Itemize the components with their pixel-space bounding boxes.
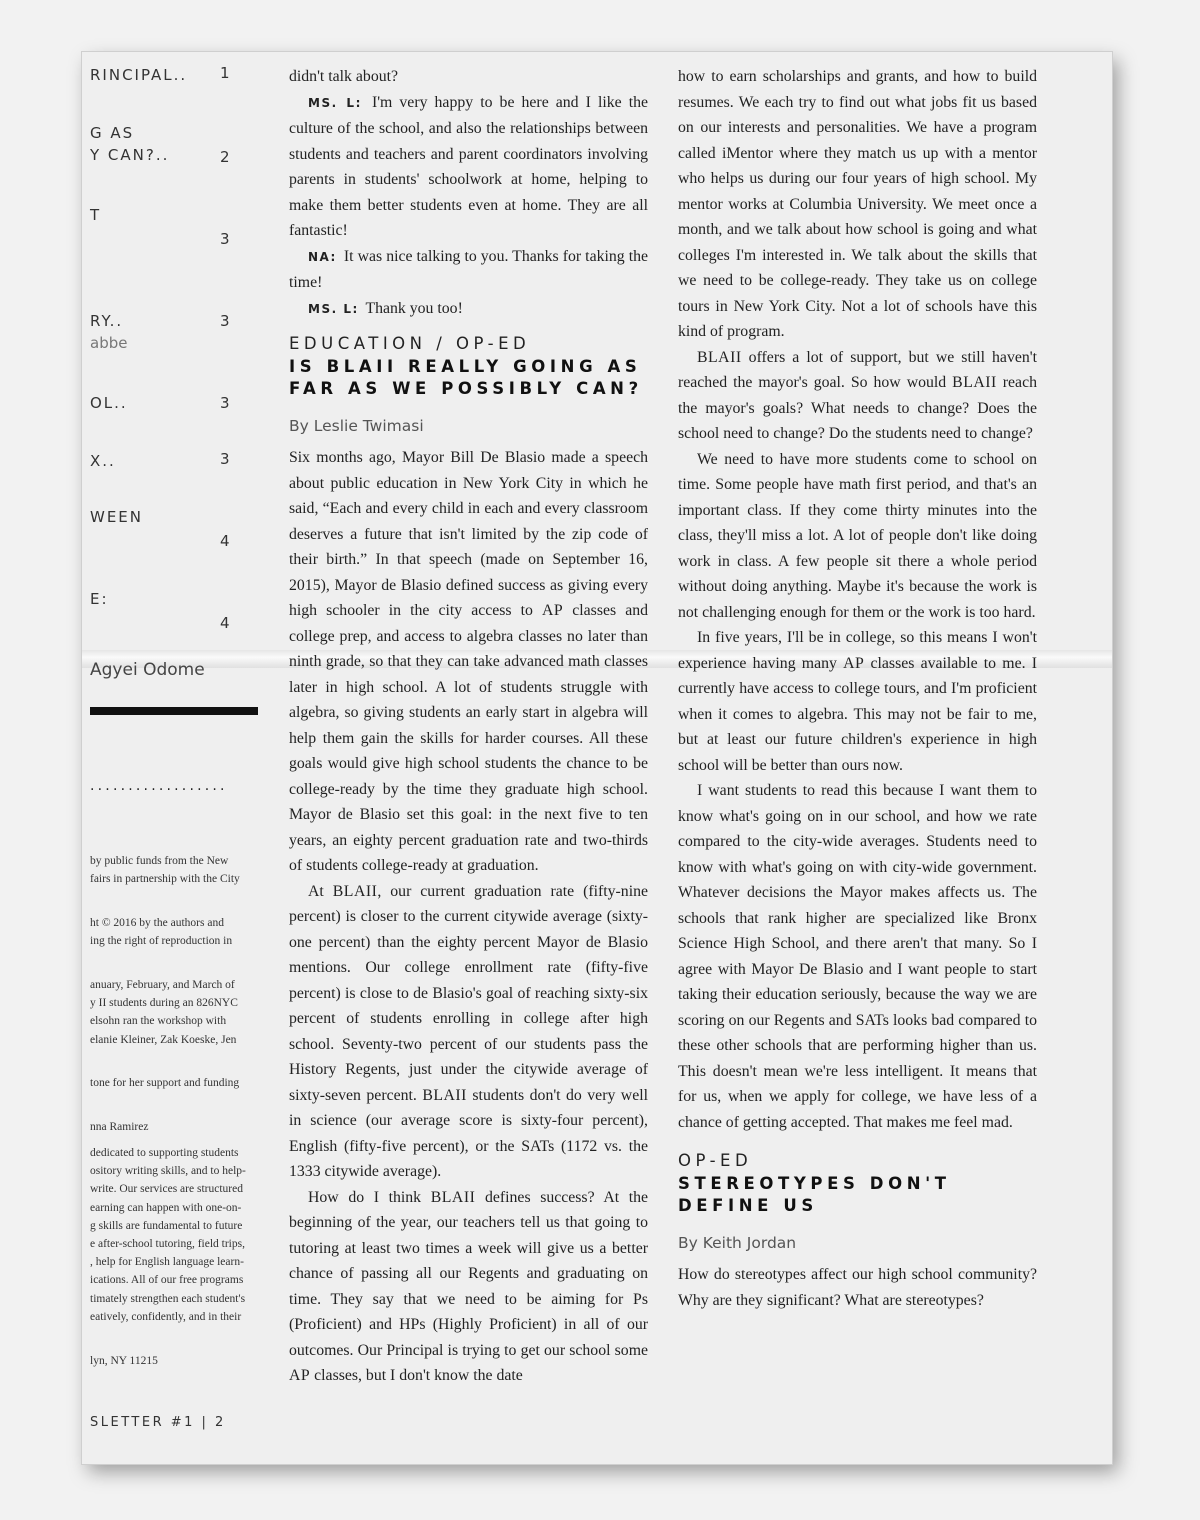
toc-item: X..	[90, 452, 116, 470]
article-column-middle	[289, 64, 648, 1389]
toc-item: RY.. abbe	[90, 312, 128, 352]
article-paragraph: BLAII offers a lot of support, but we still haven't reached the mayor's goal. So how would BLAII reach the mayor's goals? What needs to change? Does the school need to change? Do the students need to change?	[678, 348, 1037, 442]
article-paragraph: how to earn scholarships and grants, and how to build resumes. We each try to find out what jobs fit us based on our interests and personalities. We have a program called iMentor where they match us up with a mentor who helps us during our four years of high school. My mentor works at Columbia University. We meet once a month, and we talk about how school is going and what colleges I'm interested in. We talk about the skills that we need to be college-ready. They take us on college tours in New York City. Not a lot of schools have this kind of program.	[678, 68, 1037, 340]
table-of-contents	[82, 52, 262, 1464]
article-paragraph: We need to have more students come to school on time. Some people have math first period, and that's an important class. If they come thirty minutes into the class, they'll miss a lot. A lot of people don't like doing work in class. A few people sit there a whole period without doing anything. Maybe it's because the work is not challenging enough for them or the work is too hard.	[678, 450, 1037, 621]
article-column-right	[678, 64, 1037, 1313]
section-label: EDUCATION / OP-ED	[289, 334, 531, 353]
interview-answer: MS. L: I'm very happy to be here and I like the culture of the school, and also the relationships between students and teachers and parent coordinators involving parents in students' schoolwork at home, helping to make them better students even at home. They are all fantastic!	[289, 93, 649, 239]
toc-page-number: 4	[220, 532, 230, 550]
article-byline: By Leslie Twimasi	[289, 417, 424, 435]
credit-block: dedicated to supporting students ository writing skills, and to help- write. Our services are structured earning can happen with one-on- g skills are fundamental to future e after-school tutoring, field trips, , help for English language learn- ications. All of our free programs timately strengthen each student's eatively, confidently, and in their	[90, 1147, 246, 1323]
credit-address: lyn, NY 11215	[90, 1355, 158, 1367]
toc-item: G AS Y CAN?..	[90, 124, 170, 164]
page-footer: SLETTER #1 | 2	[90, 1415, 226, 1430]
toc-page-number: 3	[220, 394, 230, 412]
article-byline: By Keith Jordan	[678, 1234, 797, 1252]
section-label: OP-ED	[678, 1151, 753, 1170]
article-paragraph: At BLAII, our current graduation rate (fifty-nine percent) is closer to the current citywide average (sixty-one percent) than the eighty percent Mayor de Blasio mentions. Our college enrollment rate (fifty-five percent) is close to de Blasio's goal of reaching sixty-six percent of students enrolling in college after high school. Seventy-two percent of our students pass the History Regents, just under the citywide average of sixty-seven percent. BLAII students don't do very well in science (our average score is sixty-four percent), English (fifty-five percent), or the SATs (1172 vs. the 1333 citywide average).	[289, 882, 649, 1180]
toc-page-number: 3	[220, 312, 230, 330]
toc-author: Agyei Odome	[90, 660, 205, 680]
article-paragraph: How do I think BLAII defines success? At the beginning of the year, our teachers tell us that going to tutoring at least two times a week will give us a better chance of passing all our Regents and graduating on time. They say that we need to be aiming for Ps (Proficient) and HPs (Highly Proficient) in all of our outcomes. Our Principal is trying to get our school some AP classes, but I don't know the date	[289, 1188, 649, 1384]
toc-page-number: 3	[220, 450, 230, 468]
credit-block: anuary, February, and March of y II students during an 826NYC elsohn ran the workshop with elanie Kleiner, Zak Koeske, Jen	[90, 979, 238, 1046]
toc-page-number: 3	[220, 230, 230, 248]
toc-item: E:	[90, 590, 109, 608]
article-title: STEREOTYPES DON'T DEFINE US	[678, 1174, 951, 1215]
toc-page-number: 4	[220, 614, 230, 632]
article-paragraph: Six months ago, Mayor Bill De Blasio made a speech about public education in New York City in which he said, “Each and every child in each and every classroom deserves a future that isn't limited by the zip code of their birth.” In that speech (made on September 16, 2015), Mayor de Blasio defined success as giving every high schooler in the city access to AP classes and college prep, and access to algebra classes no later than ninth grade, so that they can take advanced math classes later in high school. A lot of students struggle with algebra, so giving students an early start in algebra will help them gain the skills for harder courses. All these goals would give high school students the chance to be college-ready by the time they graduate high school. Mayor de Blasio set this goal: in the next five to ten years, an eighty percent graduation rate and two-thirds of students college-ready at graduation.	[289, 449, 649, 874]
newsletter-page	[82, 52, 1112, 1464]
interview-question-end: didn't talk about?	[289, 68, 399, 85]
credit-block: by public funds from the New fairs in partnership with the City	[90, 855, 240, 886]
article-paragraph: How do stereotypes affect our high school community? Why are they significant? What are stereotypes?	[678, 1266, 1037, 1309]
toc-page-number: 1	[220, 64, 230, 82]
article-paragraph: I want students to read this because I want them to know what's going on in our school, and how we rate compared to the city-wide averages. Students need to know with what's going on with city-wide government. Whatever decisions the Mayor makes affects us. The schools that rank higher are specialized like Bronx Science High School, and there aren't that many. So I agree with Mayor De Blasio and I want people to start taking their education seriously, because the way we are scoring on our Regents and SATs looks bad compared to these other schools that are performing higher than us. This doesn't mean we're less intelligent. It means that for us, when we apply for college, we have less of a chance of getting accepted. That makes me feel mad.	[678, 782, 1037, 1131]
toc-item: RINCIPAL..	[90, 66, 188, 84]
credit-block: ht © 2016 by the authors and ing the right of reproduction in	[90, 917, 233, 948]
dotted-divider: ..................	[90, 778, 228, 794]
credit-block: tone for her support and funding	[90, 1077, 240, 1089]
divider	[90, 707, 258, 715]
toc-item: OL..	[90, 394, 128, 412]
toc-item: WEEN	[90, 508, 144, 526]
interview-answer: MS. L: Thank you too!	[308, 299, 463, 317]
toc-page-number: 2	[220, 148, 230, 166]
credit-block: nna Ramirez	[90, 1121, 149, 1133]
article-paragraph: In five years, I'll be in college, so this means I won't experience having many AP classes available to me. I currently have access to college tours, and I'm proficient when it comes to algebra. This may not be fair to me, but at least our future children's experience in high school will be better than ours now.	[678, 629, 1037, 774]
toc-item: T	[90, 206, 102, 224]
interview-answer: NA: It was nice talking to you. Thanks for taking the time!	[289, 247, 649, 291]
article-title: IS BLAII REALLY GOING AS FAR AS WE POSSIBLY CAN?	[289, 357, 643, 398]
